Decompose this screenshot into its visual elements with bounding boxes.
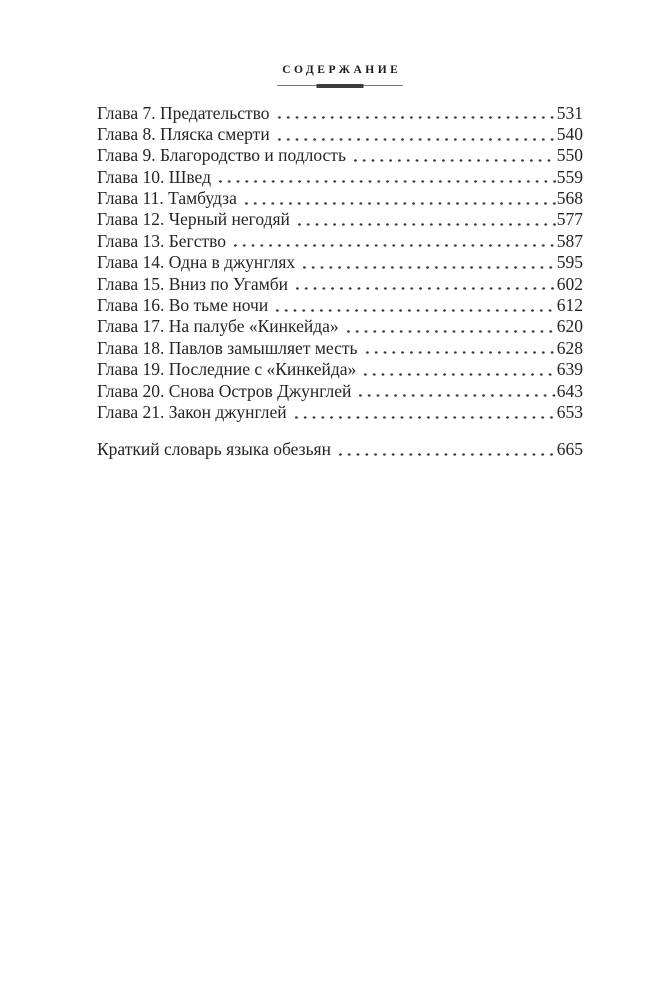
- toc-entry-label: Глава 16. Во тьме ночи: [97, 295, 269, 316]
- toc-entry-label: Глава 19. Последние с «Кинкейда»: [97, 359, 357, 380]
- toc-entry-label: Краткий словарь языка обезьян: [97, 439, 331, 460]
- toc-entry-label: Глава 12. Черный негодяй: [97, 209, 290, 230]
- page-title: СОДЕРЖАНИЕ: [282, 64, 402, 76]
- dot-leader: [275, 124, 556, 145]
- toc-entry: [97, 274, 583, 295]
- dot-leader: [300, 252, 556, 273]
- toc-entry: [97, 103, 583, 124]
- toc-entry: [97, 439, 583, 460]
- toc-entry-page: 612: [556, 295, 583, 316]
- dot-leader: [336, 439, 556, 460]
- toc-entry: [97, 188, 583, 209]
- toc-entry: [97, 402, 583, 423]
- decorative-rule: [277, 84, 403, 88]
- toc-entry-page: 587: [556, 230, 583, 251]
- toc-entry: [97, 167, 583, 188]
- table-of-contents: [97, 103, 583, 461]
- dot-leader: [344, 316, 556, 337]
- dot-leader: [295, 209, 556, 230]
- toc-entry: [97, 359, 583, 380]
- toc-entry-label: Глава 13. Бегство: [97, 230, 227, 251]
- toc-entry-page: 628: [556, 337, 583, 358]
- toc-entry-page: 643: [556, 380, 583, 401]
- toc-entry: [97, 231, 583, 252]
- toc-entry-page: 653: [556, 401, 583, 422]
- toc-entry-page: 665: [556, 439, 583, 460]
- dot-leader: [216, 167, 556, 188]
- dot-leader: [231, 231, 556, 252]
- toc-entry-label: Глава 18. Павлов замышляет месть: [97, 337, 358, 358]
- toc-entry-page: 620: [556, 316, 583, 337]
- dot-leader: [363, 338, 556, 359]
- toc-entry: [97, 316, 583, 337]
- dot-leader: [356, 381, 555, 402]
- dot-leader: [292, 402, 556, 423]
- toc-entry-page: 531: [556, 102, 583, 123]
- toc-entry-label: Глава 14. Одна в джунглях: [97, 252, 296, 273]
- toc-entry: [97, 252, 583, 273]
- toc-entry-label: Глава 10. Швед: [97, 166, 211, 187]
- dot-leader: [273, 295, 556, 316]
- toc-entry: [97, 124, 583, 145]
- toc-entry-label: Глава 20. Снова Остров Джунглей: [97, 380, 352, 401]
- dot-leader: [275, 103, 556, 124]
- toc-entry-label: Глава 11. Тамбудза: [97, 188, 237, 209]
- toc-entry: [97, 295, 583, 316]
- toc-entry-page: 595: [556, 252, 583, 273]
- toc-entry-page: 639: [556, 359, 583, 380]
- toc-entry-page: 550: [556, 145, 583, 166]
- toc-entry: [97, 381, 583, 402]
- toc-entry-page: 540: [556, 123, 583, 144]
- toc-entry-page: 602: [556, 273, 583, 294]
- toc-entry-label: Глава 21. Закон джунглей: [97, 401, 287, 422]
- toc-entry-label: Глава 15. Вниз по Угамби: [97, 273, 289, 294]
- toc-entry: [97, 338, 583, 359]
- toc-entry-page: 559: [556, 166, 583, 187]
- toc-entry: [97, 145, 583, 166]
- toc-entry-label: Глава 7. Предательство: [97, 102, 270, 123]
- dot-leader: [351, 145, 556, 166]
- toc-entry-label: Глава 9. Благородство и подлость: [97, 145, 346, 166]
- toc-entry-page: 577: [556, 209, 583, 230]
- dot-leader: [293, 274, 556, 295]
- toc-entry-label: Глава 8. Пляска смерти: [97, 123, 270, 144]
- toc-entry-page: 568: [556, 188, 583, 209]
- toc-entry: [97, 209, 583, 230]
- dot-leader: [361, 359, 555, 380]
- dot-leader: [242, 188, 556, 209]
- toc-entry-label: Глава 17. На палубе «Кинкейда»: [97, 316, 339, 337]
